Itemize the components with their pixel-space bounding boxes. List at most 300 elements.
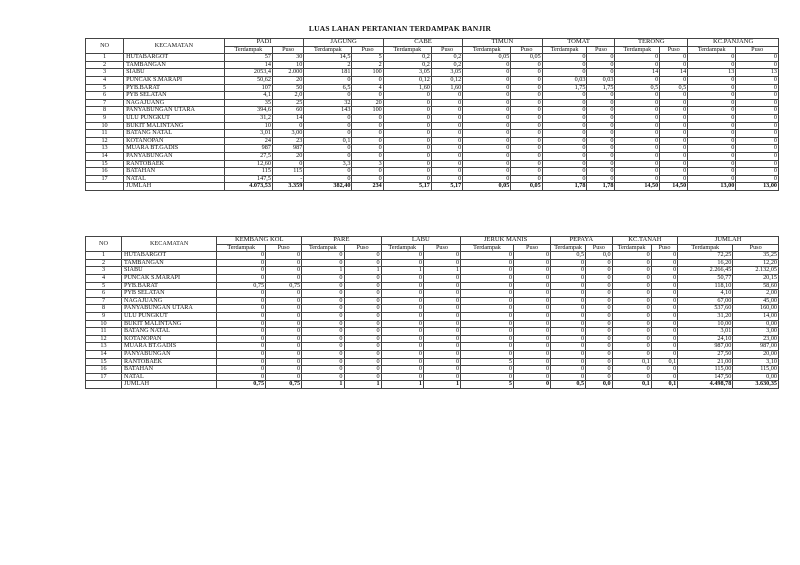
crop-header: PEPAYA <box>551 237 612 245</box>
terdampak-value: 0 <box>542 92 587 100</box>
puso-value: 0 <box>423 297 460 305</box>
no-header: NO <box>86 39 124 54</box>
terdampak-value: 0,2 <box>383 54 431 62</box>
puso-value: 0 <box>651 320 678 328</box>
puso-value: 0 <box>586 366 612 374</box>
table-row <box>86 373 779 381</box>
terdampak-value: 0 <box>615 76 660 84</box>
puso-value: 0 <box>431 168 462 176</box>
puso-value: 45,00 <box>733 297 779 305</box>
terdampak-value: 0 <box>217 297 266 305</box>
total-puso-value: 3.630,35 <box>733 381 779 389</box>
terdampak-subheader: Terdampak <box>383 46 431 54</box>
table-row <box>86 358 779 366</box>
puso-value: 0 <box>352 122 383 130</box>
puso-value: 0 <box>344 282 381 290</box>
terdampak-subheader: Terdampak <box>463 46 511 54</box>
terdampak-value: 0 <box>615 54 660 62</box>
terdampak-value: 0 <box>688 99 736 107</box>
kecamatan-name: PYB.BARAT <box>124 84 225 92</box>
terdampak-value: 0 <box>542 114 587 122</box>
terdampak-value: 0 <box>551 312 586 320</box>
puso-value: 0 <box>344 358 381 366</box>
row-number: 5 <box>86 84 124 92</box>
puso-value: 3,00 <box>272 130 303 138</box>
terdampak-subheader: Terdampak <box>302 244 344 252</box>
kecamatan-name: NAGAJUANG <box>124 99 225 107</box>
terdampak-value: 4,10 <box>678 290 733 298</box>
terdampak-value: 0 <box>381 282 423 290</box>
kecamatan-name: PUNCAK S.MARAPI <box>122 274 217 282</box>
kecamatan-name: BATAHAN <box>122 366 217 374</box>
puso-subheader: Puso <box>511 46 542 54</box>
table-row <box>86 152 779 160</box>
total-puso-value: 3.359 <box>272 183 303 191</box>
total-terdampak-value: 1 <box>381 381 423 389</box>
terdampak-value: 0 <box>381 274 423 282</box>
table-row <box>86 320 779 328</box>
puso-value: 0 <box>736 130 779 138</box>
terdampak-subheader: Terdampak <box>678 244 733 252</box>
terdampak-value: 0 <box>551 259 586 267</box>
total-row <box>86 183 779 191</box>
kecamatan-name: HUTABARGOT <box>122 252 217 260</box>
terdampak-value: 0 <box>217 343 266 351</box>
puso-value: 0 <box>431 160 462 168</box>
kecamatan-name: PANYABUNGAN <box>122 350 217 358</box>
terdampak-value: 0 <box>612 267 651 275</box>
table-row <box>86 145 779 153</box>
puso-value: 35,25 <box>733 252 779 260</box>
puso-value: 0 <box>352 92 383 100</box>
puso-value: 0 <box>423 358 460 366</box>
terdampak-value: 0 <box>381 259 423 267</box>
kecamatan-name: PYB SELATAN <box>122 290 217 298</box>
puso-value: 0 <box>587 152 615 160</box>
puso-value: 0 <box>651 350 678 358</box>
puso-value: 5 <box>352 54 383 62</box>
row-number: 8 <box>86 107 124 115</box>
puso-value: 0,0 <box>586 252 612 260</box>
terdampak-value: 0 <box>542 107 587 115</box>
terdampak-value: 0 <box>381 297 423 305</box>
puso-value: 0 <box>266 358 302 366</box>
terdampak-value: 0 <box>542 54 587 62</box>
puso-value: 0 <box>266 328 302 336</box>
terdampak-value: 0 <box>688 130 736 138</box>
terdampak-value: 0 <box>688 122 736 130</box>
terdampak-value: 0 <box>612 312 651 320</box>
kecamatan-name: BUKIT MALINTANG <box>124 122 225 130</box>
table-row <box>86 297 779 305</box>
puso-value: 0 <box>514 343 551 351</box>
terdampak-value: 0 <box>461 335 514 343</box>
puso-value: 30 <box>272 54 303 62</box>
crop-header: KC.PANJANG <box>688 39 779 47</box>
terdampak-value: 0 <box>381 366 423 374</box>
puso-value: 0 <box>344 350 381 358</box>
table-row <box>86 328 779 336</box>
kecamatan-name: MUARA BT.GADIS <box>122 343 217 351</box>
puso-value: 0 <box>514 267 551 275</box>
terdampak-value: 0 <box>304 114 352 122</box>
puso-value: 0 <box>423 305 460 313</box>
puso-subheader: Puso <box>344 244 381 252</box>
terdampak-value: 0 <box>461 312 514 320</box>
crop-header: PARE <box>302 237 381 245</box>
row-number: 7 <box>86 99 124 107</box>
terdampak-value: 0 <box>217 312 266 320</box>
terdampak-value: 0 <box>217 335 266 343</box>
puso-value: 0 <box>511 137 542 145</box>
table-row <box>86 137 779 145</box>
puso-value: 0 <box>266 312 302 320</box>
puso-value: 0 <box>587 114 615 122</box>
puso-value: 0 <box>431 107 462 115</box>
terdampak-value: 0 <box>383 130 431 138</box>
terdampak-value: 0 <box>461 328 514 336</box>
terdampak-value: 0 <box>688 114 736 122</box>
table-row <box>86 84 779 92</box>
table-row <box>86 175 779 183</box>
page-title: LUAS LAHAN PERTANIAN TERDAMPAK BANJIR <box>308 24 492 33</box>
terdampak-value: 0 <box>615 61 660 69</box>
puso-value: 0,2 <box>431 54 462 62</box>
terdampak-value: 0 <box>304 122 352 130</box>
terdampak-value: 0 <box>551 328 586 336</box>
puso-value: 0 <box>651 274 678 282</box>
terdampak-value: 0 <box>615 168 660 176</box>
puso-value: 0 <box>660 92 688 100</box>
terdampak-value: 0 <box>551 282 586 290</box>
puso-value: 0 <box>736 107 779 115</box>
puso-value: 0 <box>344 252 381 260</box>
puso-value: 0 <box>272 122 303 130</box>
puso-value: 0 <box>587 175 615 183</box>
terdampak-value: 0 <box>688 175 736 183</box>
table-1-body <box>86 54 779 191</box>
terdampak-value: 0 <box>302 320 344 328</box>
puso-value: 2.000 <box>272 69 303 77</box>
table-row <box>86 350 779 358</box>
terdampak-value: 0 <box>461 282 514 290</box>
terdampak-value: 0 <box>217 350 266 358</box>
puso-value: 0 <box>586 290 612 298</box>
row-number: 2 <box>86 61 124 69</box>
puso-value: 0 <box>511 99 542 107</box>
kecamatan-name: SIABU <box>124 69 225 77</box>
terdampak-value: 0 <box>463 99 511 107</box>
terdampak-value: 0 <box>542 152 587 160</box>
terdampak-value: 0 <box>381 343 423 351</box>
terdampak-value: 0 <box>542 145 587 153</box>
terdampak-subheader: Terdampak <box>612 244 651 252</box>
terdampak-value: 0 <box>302 366 344 374</box>
terdampak-value: 1,75 <box>542 84 587 92</box>
puso-value: - <box>272 175 303 183</box>
kecamatan-name: NATAL <box>124 175 225 183</box>
terdampak-value: 0 <box>551 274 586 282</box>
puso-value: 0 <box>587 137 615 145</box>
puso-value: 0 <box>514 312 551 320</box>
puso-value: 10 <box>272 61 303 69</box>
row-number: 3 <box>86 69 124 77</box>
terdampak-value: 0 <box>612 282 651 290</box>
terdampak-value: 0 <box>463 122 511 130</box>
terdampak-value: 0 <box>551 297 586 305</box>
terdampak-value: 537,60 <box>678 305 733 313</box>
terdampak-value: 0 <box>688 145 736 153</box>
kecamatan-name: KOTANOPAN <box>124 137 225 145</box>
terdampak-value: 0 <box>551 350 586 358</box>
terdampak-value: 0 <box>217 373 266 381</box>
terdampak-value: 0 <box>217 358 266 366</box>
puso-value: 987,00 <box>733 343 779 351</box>
terdampak-value: 14 <box>615 69 660 77</box>
crop-header: JERUK MANIS <box>461 237 551 245</box>
terdampak-value: 0 <box>461 297 514 305</box>
puso-value: 0 <box>431 175 462 183</box>
terdampak-value: 0 <box>302 335 344 343</box>
puso-value: 0 <box>514 373 551 381</box>
terdampak-value: 0 <box>383 168 431 176</box>
puso-value: 0 <box>660 107 688 115</box>
terdampak-value: 0,5 <box>551 252 586 260</box>
row-number: 13 <box>86 343 122 351</box>
puso-value: 0 <box>352 76 383 84</box>
flood-table-2 <box>85 236 779 389</box>
terdampak-value: 0 <box>217 274 266 282</box>
terdampak-value: 0 <box>551 305 586 313</box>
puso-value: 0 <box>266 343 302 351</box>
terdampak-value: 14 <box>224 61 272 69</box>
terdampak-value: 0 <box>302 343 344 351</box>
row-number: 17 <box>86 373 122 381</box>
terdampak-value: 0 <box>688 168 736 176</box>
puso-subheader: Puso <box>651 244 678 252</box>
table-row <box>86 61 779 69</box>
terdampak-value: 0 <box>688 76 736 84</box>
puso-value: 0 <box>511 69 542 77</box>
terdampak-value: 0 <box>461 320 514 328</box>
puso-value: 0 <box>651 312 678 320</box>
table-row <box>86 168 779 176</box>
total-terdampak-value: 4.073,53 <box>224 183 272 191</box>
table-2-body <box>86 252 779 389</box>
puso-value: 100 <box>352 69 383 77</box>
puso-value: 0 <box>511 145 542 153</box>
terdampak-value: 181 <box>304 69 352 77</box>
total-terdampak-value: 1,78 <box>542 183 587 191</box>
terdampak-value: 0 <box>688 160 736 168</box>
puso-value: 0 <box>514 366 551 374</box>
row-number: 9 <box>86 312 122 320</box>
terdampak-value: 987 <box>224 145 272 153</box>
total-puso-value: 13,00 <box>736 183 779 191</box>
total-terdampak-value: 0,1 <box>612 381 651 389</box>
terdampak-value: 0 <box>461 343 514 351</box>
terdampak-value: 5 <box>461 358 514 366</box>
terdampak-value: 0 <box>381 320 423 328</box>
terdampak-value: 0 <box>612 350 651 358</box>
terdampak-value: 0 <box>463 107 511 115</box>
table-row <box>86 312 779 320</box>
row-number: 14 <box>86 152 124 160</box>
puso-value: 0 <box>514 282 551 290</box>
puso-value: 0 <box>344 366 381 374</box>
puso-value: 0 <box>660 145 688 153</box>
puso-value: 2,00 <box>733 290 779 298</box>
puso-value: 0 <box>651 373 678 381</box>
puso-value: 0 <box>344 305 381 313</box>
puso-value: 1,75 <box>587 84 615 92</box>
terdampak-value: 0 <box>461 350 514 358</box>
puso-value: 2 <box>352 61 383 69</box>
terdampak-value: 0 <box>383 99 431 107</box>
puso-value: 0 <box>514 350 551 358</box>
puso-value: 1 <box>344 267 381 275</box>
puso-value: 0 <box>266 305 302 313</box>
terdampak-value: 0 <box>542 61 587 69</box>
puso-value: 0 <box>266 297 302 305</box>
row-number: 9 <box>86 114 124 122</box>
kecamatan-name: BATANG NATAL <box>124 130 225 138</box>
puso-value: 0 <box>352 130 383 138</box>
table-row <box>86 99 779 107</box>
terdampak-value: 0 <box>463 92 511 100</box>
terdampak-value: 3,01 <box>224 130 272 138</box>
terdampak-value: 0 <box>612 305 651 313</box>
kecamatan-name: SIABU <box>122 267 217 275</box>
puso-value: 0 <box>511 76 542 84</box>
terdampak-value: 0 <box>612 252 651 260</box>
terdampak-value: 0 <box>381 290 423 298</box>
puso-value: 0,5 <box>660 84 688 92</box>
puso-value: 0 <box>266 274 302 282</box>
terdampak-value: 0 <box>461 373 514 381</box>
puso-value: 0 <box>736 61 779 69</box>
kecamatan-name: TAMBANGAN <box>124 61 225 69</box>
puso-value: 0 <box>266 373 302 381</box>
row-number: 8 <box>86 305 122 313</box>
terdampak-value: 0 <box>463 137 511 145</box>
puso-value: 0 <box>266 366 302 374</box>
puso-value: 0 <box>344 274 381 282</box>
table-row <box>86 122 779 130</box>
puso-value: 0 <box>266 252 302 260</box>
puso-value: 3,10 <box>733 358 779 366</box>
terdampak-value: 31,20 <box>678 312 733 320</box>
terdampak-value: 24 <box>224 137 272 145</box>
total-puso-value: 234 <box>352 183 383 191</box>
terdampak-value: 0 <box>615 107 660 115</box>
row-number: 15 <box>86 160 124 168</box>
puso-subheader: Puso <box>733 244 779 252</box>
puso-value: 0 <box>651 366 678 374</box>
table-row <box>86 305 779 313</box>
terdampak-value: 0 <box>304 168 352 176</box>
puso-subheader: Puso <box>660 46 688 54</box>
terdampak-value: 143 <box>304 107 352 115</box>
terdampak-value: 0 <box>615 130 660 138</box>
table-1-group-header <box>86 39 779 47</box>
terdampak-value: 0 <box>551 358 586 366</box>
row-number: 4 <box>86 274 122 282</box>
puso-value: 0 <box>344 343 381 351</box>
terdampak-value: 0 <box>688 152 736 160</box>
terdampak-value: 0 <box>612 320 651 328</box>
kecamatan-name: TAMBANGAN <box>122 259 217 267</box>
puso-value: 0 <box>651 297 678 305</box>
table-row <box>86 282 779 290</box>
terdampak-subheader: Terdampak <box>304 46 352 54</box>
terdampak-value: 118,10 <box>678 282 733 290</box>
terdampak-value: 0 <box>612 335 651 343</box>
terdampak-value: 0,05 <box>463 54 511 62</box>
puso-value: 0 <box>423 350 460 358</box>
terdampak-value: 0 <box>612 259 651 267</box>
puso-value: 0 <box>736 137 779 145</box>
terdampak-value: 6,5 <box>304 84 352 92</box>
terdampak-value: 0 <box>463 114 511 122</box>
terdampak-value: 0 <box>381 335 423 343</box>
terdampak-value: 115,00 <box>678 366 733 374</box>
kecamatan-name: BUKIT MALINTANG <box>122 320 217 328</box>
terdampak-value: 4,1 <box>224 92 272 100</box>
terdampak-value: 0 <box>302 350 344 358</box>
puso-value: 0 <box>431 114 462 122</box>
terdampak-value: 0 <box>383 175 431 183</box>
table-row <box>86 107 779 115</box>
puso-value: 60 <box>272 107 303 115</box>
terdampak-value: 0 <box>381 358 423 366</box>
terdampak-value: 16,20 <box>678 259 733 267</box>
puso-value: 0 <box>660 152 688 160</box>
total-terdampak-value: 13,00 <box>688 183 736 191</box>
puso-value: 58,60 <box>733 282 779 290</box>
terdampak-value: 147,5 <box>224 175 272 183</box>
puso-value: 0 <box>423 328 460 336</box>
terdampak-value: 1 <box>302 267 344 275</box>
terdampak-value: 50,77 <box>678 274 733 282</box>
kecamatan-name: NAGAJUANG <box>122 297 217 305</box>
total-terdampak-value: 0,5 <box>551 381 586 389</box>
puso-value: 0 <box>586 373 612 381</box>
terdampak-subheader: Terdampak <box>542 46 587 54</box>
puso-value: 0,00 <box>733 320 779 328</box>
terdampak-value: 0 <box>551 366 586 374</box>
puso-value: 0,00 <box>733 373 779 381</box>
puso-subheader: Puso <box>272 46 303 54</box>
puso-value: 0 <box>431 137 462 145</box>
puso-value: 0 <box>651 259 678 267</box>
row-number: 11 <box>86 328 122 336</box>
puso-value: 0 <box>266 259 302 267</box>
terdampak-value: 987,00 <box>678 343 733 351</box>
puso-value: 0 <box>587 69 615 77</box>
puso-value: 0 <box>586 358 612 366</box>
terdampak-value: 0 <box>217 366 266 374</box>
terdampak-value: 57 <box>224 54 272 62</box>
puso-value: 0 <box>431 92 462 100</box>
puso-value: 0 <box>511 168 542 176</box>
puso-value: 0 <box>423 343 460 351</box>
terdampak-value: 0 <box>383 137 431 145</box>
terdampak-value: 0 <box>383 114 431 122</box>
puso-value: 0,75 <box>266 282 302 290</box>
terdampak-value: 0 <box>381 252 423 260</box>
puso-value: 1 <box>423 267 460 275</box>
